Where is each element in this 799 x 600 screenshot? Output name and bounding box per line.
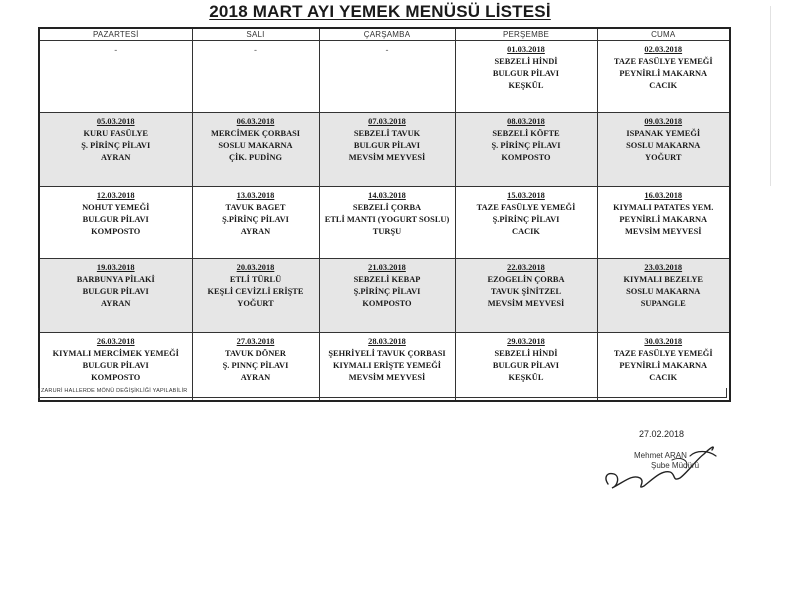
menu-cell — [319, 187, 455, 259]
menu-item: KURU FASÜLYE — [83, 129, 148, 138]
menu-cell — [39, 41, 192, 113]
cell-date: 06.03.2018 — [236, 117, 275, 126]
menu-cell — [455, 187, 597, 259]
menu-item: SEBZELİ ÇORBA — [352, 203, 422, 212]
menu-item: SEBZELİ HİNDİ — [494, 349, 558, 358]
cell-date: 27.03.2018 — [236, 337, 275, 346]
menu-item: SOSLU MAKARNA — [626, 141, 701, 150]
cell-date: 20.03.2018 — [236, 263, 275, 272]
menu-item: YOĞURT — [237, 299, 274, 308]
menu-item: ŞEHRİYELİ TAVUK ÇORBASI — [328, 349, 446, 358]
menu-item: KIYMALI BEZELYE — [623, 275, 703, 284]
menu-item: SOSLU MAKARNA — [218, 141, 293, 150]
menu-cell — [597, 259, 730, 333]
menu-cell — [192, 187, 319, 259]
scan-edge-line — [770, 6, 771, 186]
day-header-friday: CUMA — [597, 28, 730, 41]
signer-name: Mehmet ARAN — [634, 451, 687, 460]
menu-item: ISPANAK YEMEĞİ — [626, 129, 701, 138]
menu-item: KEŞKÜL — [508, 81, 544, 90]
menu-item: KIYMALI PATATES YEM. — [613, 203, 714, 212]
menu-cell — [192, 259, 319, 333]
menu-item: CACIK — [512, 227, 540, 236]
menu-item: CACIK — [649, 373, 678, 382]
menu-cell — [39, 113, 192, 187]
menu-item: MEVSİM MEYVESİ — [348, 373, 426, 382]
menu-item: KOMPOSTO — [91, 227, 141, 236]
menu-item: ETLİ TÜRLÜ — [229, 275, 282, 284]
menu-item: TAVUK DÖNER — [225, 349, 286, 358]
menu-item: TAZE FASÜLYE YEMEĞİ — [613, 349, 713, 358]
menu-item: BULGUR PİLAVI — [82, 215, 149, 224]
menu-item: Ş.PİRİNÇ PİLAVI — [492, 215, 560, 224]
cell-date: 08.03.2018 — [507, 117, 545, 126]
cell-date: 26.03.2018 — [96, 337, 135, 346]
week-row — [39, 187, 730, 259]
menu-cell — [319, 259, 455, 333]
menu-item: PEYNİRLİ MAKARNA — [619, 69, 708, 78]
menu-item: Ş.PİRİNÇ PİLAVI — [222, 215, 289, 224]
menu-cell — [597, 187, 730, 259]
menu-cell — [597, 41, 730, 113]
handwritten-signature — [600, 420, 720, 500]
menu-item: SUPANGLE — [640, 299, 686, 308]
cell-date: 09.03.2018 — [644, 117, 683, 126]
page-title: 2018 MART AYI YEMEK MENÜSÜ LİSTESİ — [209, 2, 551, 21]
menu-item: PEYNİRLİ MAKARNA — [619, 215, 708, 224]
header-row — [39, 28, 730, 41]
menu-item: KOMPOSTO — [91, 373, 141, 382]
menu-item: BULGUR PİLAVI — [492, 69, 560, 78]
cell-date: 21.03.2018 — [368, 263, 406, 272]
menu-item: SEBZELİ KEBAP — [353, 275, 421, 284]
menu-item: NOHUT YEMEĞİ — [82, 203, 150, 212]
cell-date: 23.03.2018 — [644, 263, 683, 272]
week-row — [39, 113, 730, 187]
menu-cell — [319, 113, 455, 187]
menu-item: TAZE FASÜLYE YEMEĞİ — [476, 203, 576, 212]
week-row — [39, 41, 730, 113]
cell-date: 19.03.2018 — [96, 263, 135, 272]
note-bar — [38, 388, 727, 398]
cell-date: 30.03.2018 — [644, 337, 683, 346]
menu-item: PEYNİRLİ MAKARNA — [619, 361, 708, 370]
menu-item: MEVSİM MEYVESİ — [348, 153, 426, 162]
cell-date: 02.03.2018 — [644, 45, 683, 54]
day-header-monday: PAZARTESİ — [39, 28, 192, 41]
menu-item: MEVSİM MEYVESİ — [487, 299, 565, 308]
menu-item: SEBZELİ KÖFTE — [492, 129, 560, 138]
menu-cell — [597, 113, 730, 187]
cell-date: 05.03.2018 — [96, 117, 135, 126]
menu-item: AYRAN — [240, 373, 271, 382]
menu-item: AYRAN — [240, 227, 271, 236]
menu-item: MEVSİM MEYVESİ — [624, 227, 702, 236]
cell-date: 12.03.2018 — [96, 191, 135, 200]
menu-item: EZOGELİN ÇORBA — [487, 275, 565, 284]
cell-date: 13.03.2018 — [236, 191, 275, 200]
document-date: 27.02.2018 — [639, 429, 685, 439]
empty-marker: - — [385, 45, 389, 55]
menu-item: ETLİ MANTI (YOGURT SOSLU) — [324, 215, 450, 224]
menu-cell — [39, 187, 192, 259]
menu-item: AYRAN — [101, 299, 131, 308]
menu-item: SEBZELİ TAVUK — [353, 129, 421, 138]
menu-item: Ş. PİRİNÇ PİLAVI — [81, 141, 151, 150]
empty-marker: - — [254, 45, 257, 55]
cell-date: 29.03.2018 — [507, 337, 545, 346]
menu-item: TURŞU — [372, 227, 402, 236]
menu-item: Ş. PİRİNÇ PİLAVI — [491, 141, 561, 150]
menu-item: SEBZELİ HİNDİ — [494, 57, 558, 66]
menu-item: BULGUR PİLAVI — [492, 361, 560, 370]
menu-item: CACIK — [649, 81, 678, 90]
menu-item: KIYMALI ERİŞTE YEMEĞİ — [332, 361, 442, 370]
menu-cell — [319, 41, 455, 113]
menu-item: TAVUK ŞİNİTZEL — [490, 287, 562, 296]
menu-item: BULGUR PİLAVI — [82, 361, 149, 370]
menu-item: ÇİK. PUDİNG — [228, 153, 283, 162]
cell-date: 15.03.2018 — [507, 191, 545, 200]
signer-title: Şube Müdürü — [651, 461, 700, 470]
menu-item: SOSLU MAKARNA — [626, 287, 701, 296]
menu-item: KOMPOSTO — [501, 153, 551, 162]
menu-item: KIYMALI MERCİMEK YEMEĞİ — [52, 349, 179, 358]
cell-date: 07.03.2018 — [368, 117, 406, 126]
empty-marker: - — [114, 45, 118, 55]
menu-item: YOĞURT — [645, 153, 682, 162]
menu-item: KOMPOSTO — [362, 299, 412, 308]
menu-item: MERCİMEK ÇORBASI — [210, 129, 301, 138]
menu-item: Ş.PİRİNÇ PİLAVI — [353, 287, 421, 296]
menu-cell — [192, 41, 319, 113]
day-header-wednesday: ÇARŞAMBA — [319, 28, 455, 41]
menu-item: Ş. PINNÇ PİLAVI — [222, 361, 289, 370]
menu-item: KEŞLİ CEVİZLİ ERİŞTE — [207, 287, 304, 296]
menu-cell — [455, 41, 597, 113]
menu-item: BARBUNYA PİLAKİ — [76, 275, 155, 284]
menu-item: TAVUK BAGET — [225, 203, 286, 212]
cell-date: 16.03.2018 — [644, 191, 683, 200]
cell-date: 22.03.2018 — [507, 263, 545, 272]
menu-cell — [455, 113, 597, 187]
cell-date: 28.03.2018 — [368, 337, 406, 346]
menu-item: TAZE FASÜLYE YEMEĞİ — [613, 57, 713, 66]
menu-cell — [39, 259, 192, 333]
day-header-thursday: PERŞEMBE — [455, 28, 597, 41]
menu-table — [38, 27, 731, 402]
menu-cell — [192, 113, 319, 187]
change-notice: ZARURİ HALLERDE MÖNÜ DEĞİŞİKLİĞİ YAPILABİLİR — [41, 388, 188, 394]
day-header-tuesday: SALI — [192, 28, 319, 41]
cell-date: 01.03.2018 — [507, 45, 545, 54]
menu-item: KEŞKÜL — [508, 373, 544, 382]
menu-item: BULGUR PİLAVI — [353, 141, 421, 150]
menu-item: AYRAN — [101, 153, 131, 162]
menu-item: BULGUR PİLAVI — [82, 287, 149, 296]
cell-date: 14.03.2018 — [368, 191, 406, 200]
menu-cell — [455, 259, 597, 333]
week-row — [39, 259, 730, 333]
